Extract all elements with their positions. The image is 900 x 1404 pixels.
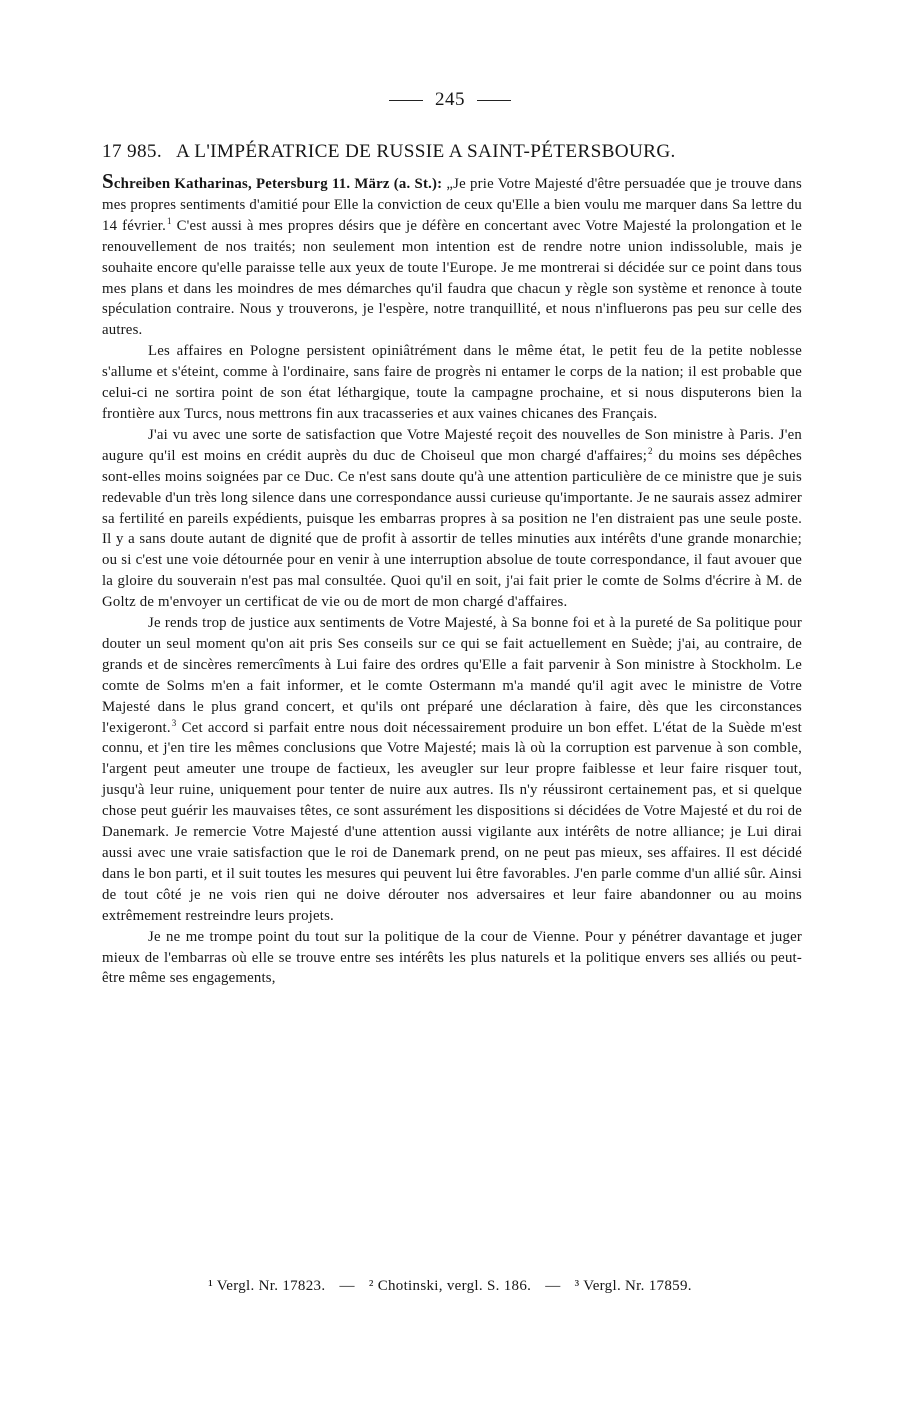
paragraph-text: „Je prie Votre Majesté d'être persuadée que je trouve dans mes propres sentiments d'amitié pour Elle la conviction de ceux qu'Elle a bien voulu me marquer dans Sa lettre du 14 février.	[102, 176, 802, 234]
footnote-text: Vergl. Nr. 17859.	[583, 1278, 692, 1294]
paragraph	[102, 613, 802, 927]
paragraph-text: du moins ses dépêches sont-elles moins soignées par ce Duc. Ce n'est sans doute qu'à une attention particulière de ce ministre que je suis redevable d'un très long silence dans une correspondance aussi curieuse qu'importante. Je ne saurais assez admirer sa fertilité en pareils expédients, puisque les embarras propres à sa position ne l'en distraient pas une seule poste. Il y a sans doute autant de dignité que de profit à assortir de telles minuties aux intérêts d'une grande monarchie; ou si c'est une voie détournée pour en venir à une interruption absolue de toute correspondance, il faut avouer que la gloire du souverain n'est pas mal consultée. Quoi qu'il en soit, j'ai fait prier le comte de Solms d'écrire à M. de Goltz de m'envoyer un certificat de vie ou de mort de mon chargé d'affaires.	[102, 447, 802, 611]
letter-title: A L'IMPÉRATRICE DE RUSSIE A SAINT-PÉTERSBOURG.	[176, 141, 676, 162]
footnote-ref: 3	[171, 717, 177, 728]
letter-number: 17 985.	[102, 141, 163, 162]
footnotes	[0, 1276, 900, 1296]
paragraph-text: C'est aussi à mes propres désirs que je défère en concertant avec Votre Majesté la prolongation et le renouvellement de nos traités; non seulement mon intention est de rendre notre union indissoluble, mais je souhaite encore qu'elle paraisse telle aux yeux de toute l'Europe. Je me montrerai si décidée sur ce point dans tous mes plans et dans les moindres de mes démarches qu'il faudra que chacun y règle son système et renonce à toute spéculation contraire. Nous y trouverons, je l'espère, notre tranquillité, et nous n'influerons pas peu sur celle des autres.	[102, 217, 802, 339]
paragraph-text: Les affaires en Pologne persistent opiniâtrément dans le même état, le petit feu de la petite noblesse s'allume et s'éteint, comme à l'ordinaire, sans faire de progrès ni entamer le corps de la nation; il est probable que celui-ci ne sortira point de son état léthargique, toute la campagne prochaine, et si nous disputerons bien la frontière aux Turcs, nous mettrons fin aux tracasseries et aux vaines chicanes des Français.	[102, 343, 802, 422]
page-number: 245	[435, 89, 465, 110]
footnote-mark: ²	[368, 1278, 374, 1294]
letter-body	[102, 169, 802, 989]
drop-cap: S	[102, 169, 114, 193]
footnote-ref: 1	[167, 215, 172, 226]
footnote-separator: —	[545, 1278, 561, 1294]
footnote-separator: —	[339, 1278, 355, 1294]
letter-heading	[102, 139, 802, 165]
letter-intro: chreiben Katharinas, Petersburg 11. März (a. St.):	[113, 176, 443, 192]
paragraph	[102, 425, 802, 613]
paragraph	[102, 341, 802, 425]
paragraph-text: Cet accord si parfait entre nous doit nécessairement produire un bon effet. L'état de la Suède m'est connu, et j'en tire les mêmes conclusions que Votre Majesté; mais là où la corruption est parvenue à son comble, l'argent peut ameuter une troupe de factieux, les aveugler sur leur propre faiblesse et leur faire risquer tout, jusqu'à leur ruine, uniquement pour tenter de nuire aux autres. Ils n'y réussiront certainement pas, et si quelque chose peut guérir les mauvaises têtes, ce sont assurément les dispositions si décidées de Votre Majesté et du roi de Danemark. Je remercie Votre Majesté d'une attention aussi vigilante aux intérêts de notre alliance; je Lui dirai aussi avec une vraie satisfaction que le roi de Danemark prend, on ne peut pas mieux, ses affaires. Il est décidé dans le bon parti, et il suit toutes les mesures qui peuvent lui être favorables. J'en parle comme d'un allié sûr. Ainsi de tout côté je ne vois rien qui ne doive dérouter nos adversaires et leur faire abandonner ou au moins extrêmement restreindre leurs projets.	[102, 719, 802, 924]
footnote-text: Vergl. Nr. 17823.	[216, 1278, 326, 1294]
paragraph-text: J'ai vu avec une sorte de satisfaction que Votre Majesté reçoit des nouvelles de Son ministre à Paris. J'en augure qu'il est moins en crédit auprès du duc de Choiseul que mon chargé d'affaires;	[102, 426, 802, 464]
footnote-ref: 2	[648, 445, 653, 456]
header-rule-right	[477, 100, 511, 101]
footnote-mark: ¹	[208, 1278, 214, 1294]
paragraph	[102, 927, 802, 990]
header-rule-left	[389, 100, 423, 101]
paragraph-text: Je ne me trompe point du tout sur la politique de la cour de Vienne. Pour y pénétrer davantage et juger mieux de l'embarras où elle se trouve entre ses intérêts les plus naturels et la politique envers ses alliés ou peut-être même ses engagements,	[102, 928, 802, 987]
paragraph	[102, 169, 802, 341]
page-header	[0, 88, 900, 112]
paragraph-text: Je rends trop de justice aux sentiments de Votre Majesté, à Sa bonne foi et à la pureté de Sa politique pour douter un seul moment qu'on ait pris Ses conseils sur ce qui se fait actuellement en Suède; j'ai, au contraire, de grands et de sincères remercîments à Lui faire des ordres qu'Elle a fait parvenir à Son ministre à Stockholm. Le comte de Solms m'en a fait informer, et le comte Ostermann m'a mandé qu'il agit avec le ministre de Votre Majesté dans le plus grand concert, et qu'ils ont préparé une déclaration à faire, dès que les circonstances l'exigeront.	[102, 615, 802, 736]
footnote-text: Chotinski, vergl. S. 186.	[377, 1278, 532, 1294]
footnote-mark: ³	[574, 1278, 580, 1294]
